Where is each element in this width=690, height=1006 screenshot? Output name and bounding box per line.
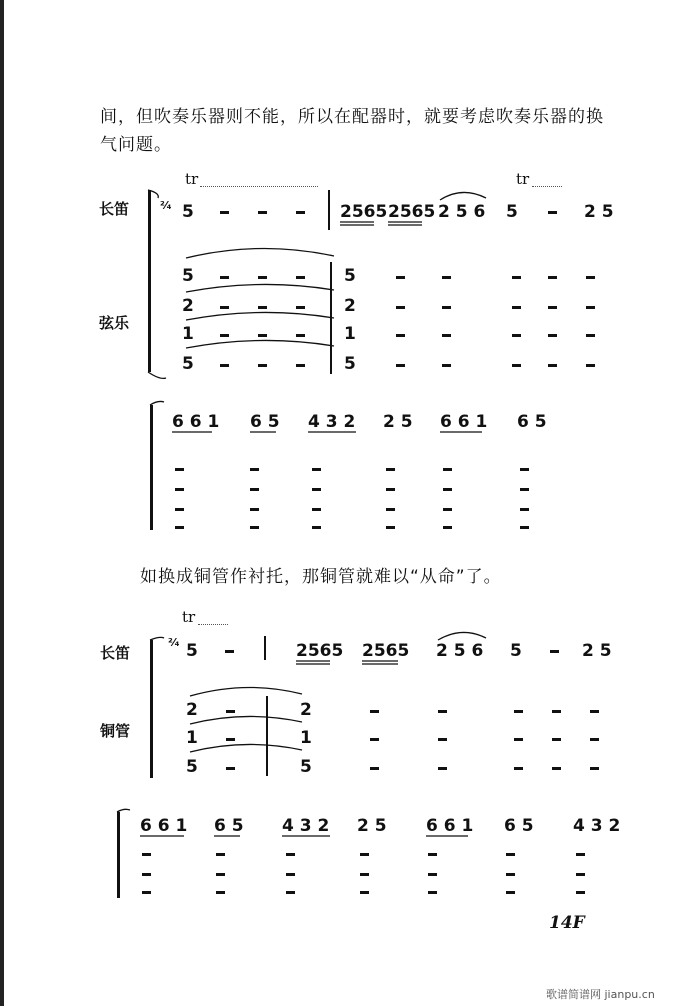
- note-group: 6 5: [214, 816, 244, 836]
- note: 2: [300, 700, 312, 720]
- body-text-middle: 如换成铜管作衬托，那铜管就难以“从命”了。: [140, 567, 502, 587]
- note: 5: [186, 757, 198, 777]
- note-group: 2 5: [383, 412, 413, 432]
- note: 2: [344, 296, 356, 316]
- note: 5: [182, 266, 194, 286]
- note-group: 2 5: [584, 202, 614, 222]
- note-group: 2565: [340, 202, 388, 222]
- note-group: 6 6 1: [140, 816, 188, 836]
- note-group: 4 3 2: [573, 816, 621, 836]
- note-group: 6 5: [517, 412, 547, 432]
- note: 5: [182, 202, 194, 222]
- time-signature: ²⁄₄: [168, 636, 180, 649]
- trill-mark: tr: [516, 170, 530, 188]
- note-group: 2 5: [582, 641, 612, 661]
- note-group: 6 6 1: [172, 412, 220, 432]
- instrument-label-strings: 弦乐: [99, 314, 130, 332]
- note: 5: [186, 641, 198, 661]
- note: 5: [506, 202, 518, 222]
- body-text-line-1: 间，但吹奏乐器则不能，所以在配器时，就要考虑吹奏乐器的换: [100, 107, 604, 127]
- note-group: 2565: [388, 202, 436, 222]
- note-group: 6 5: [504, 816, 534, 836]
- note: 2: [182, 296, 194, 316]
- note: 5: [344, 354, 356, 374]
- instrument-label-flute: 长笛: [100, 644, 131, 662]
- body-text-line-2: 气问题。: [100, 135, 172, 155]
- note-group: 2565: [362, 641, 410, 661]
- note-group: 4 3 2: [308, 412, 356, 432]
- note-group: 6 6 1: [440, 412, 488, 432]
- note: 1: [182, 324, 194, 344]
- note: 5: [300, 757, 312, 777]
- trill-mark: tr: [182, 608, 196, 626]
- time-signature: ²⁄₄: [160, 199, 172, 212]
- trill-mark: tr: [185, 170, 199, 188]
- page-number: 14F: [549, 913, 585, 933]
- note-group: 6 5: [250, 412, 280, 432]
- note-group: 2 5 6: [436, 641, 484, 661]
- note: 1: [344, 324, 356, 344]
- note: 2: [186, 700, 198, 720]
- note-group: 4 3 2: [282, 816, 330, 836]
- site-watermark: 歌谱简谱网 jianpu.cn: [546, 988, 655, 1001]
- note-group: 2565: [296, 641, 344, 661]
- note-group: 6 6 1: [426, 816, 474, 836]
- note: 5: [510, 641, 522, 661]
- note: 5: [344, 266, 356, 286]
- instrument-label-flute: 长笛: [99, 200, 130, 218]
- note-group: 2 5: [357, 816, 387, 836]
- note: 1: [186, 728, 198, 748]
- note: 1: [300, 728, 312, 748]
- instrument-label-brass: 铜管: [100, 722, 131, 740]
- note: 5: [182, 354, 194, 374]
- note-group: 2 5 6: [438, 202, 486, 222]
